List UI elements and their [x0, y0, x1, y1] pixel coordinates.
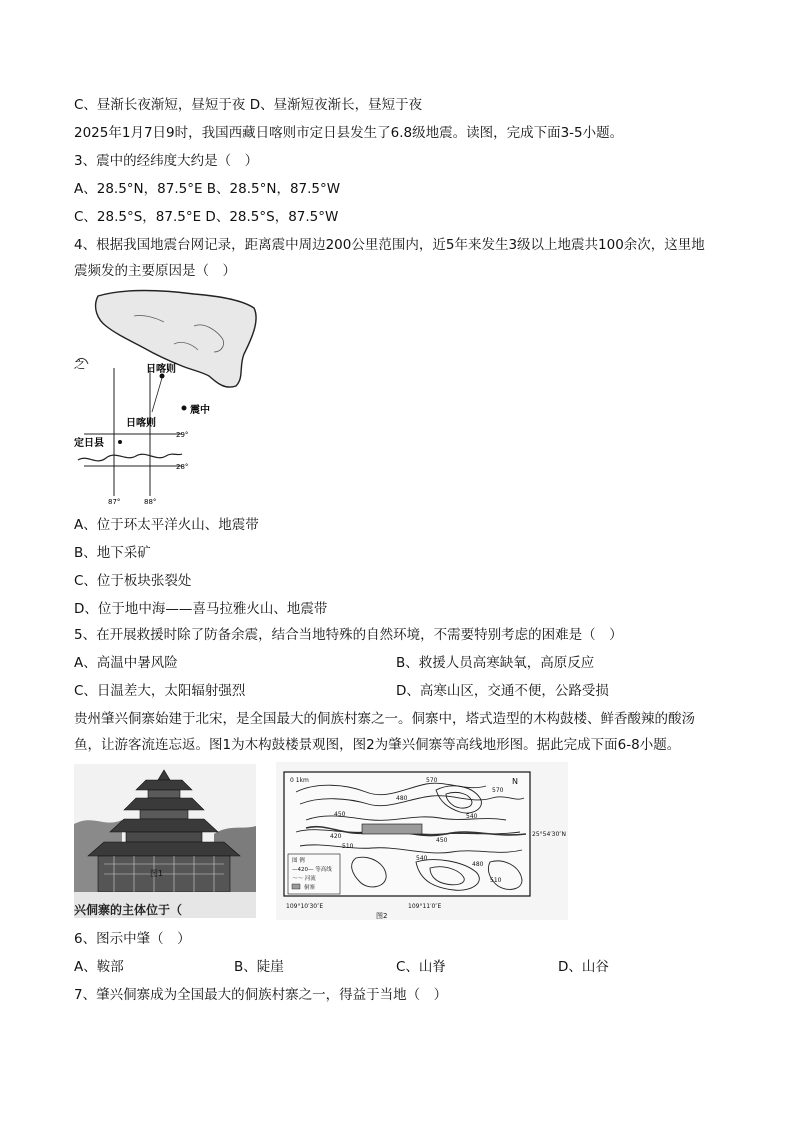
lon-label-left: 109°10′30″E	[286, 903, 324, 910]
question-6: 6、图示中肇（ ）	[74, 931, 191, 947]
question-3: 3、震中的经纬度大约是（ ）	[74, 153, 259, 169]
lon-87: 87°	[108, 498, 121, 506]
question-6-option-a: A、鞍部	[74, 959, 124, 975]
question-4-option-d: D、位于地中海——喜马拉雅火山、地震带	[74, 601, 328, 617]
side-char: 之	[74, 358, 85, 371]
question-4-line1: 4、根据我国地震台网记录，距离震中周边200公里范围内，近5年来发生3级以上地震共100余次，这里地	[74, 237, 705, 253]
scale-bar: 0 1km	[290, 777, 309, 784]
passage-6-8-line1: 贵州肇兴侗寨始建于北宋，是全国最大的侗族村寨之一。侗寨中，塔式造型的木构鼓楼、鲜香酸辣的酸汤	[74, 711, 695, 727]
figure-2-caption: 图2	[376, 912, 388, 920]
lat-29: 29°	[176, 431, 189, 439]
county-label: 定日县	[74, 438, 104, 449]
question-6-option-d: D、山谷	[558, 959, 609, 975]
intro-3-5: 2025年1月7日9时，我国西藏日喀则市定日县发生了6.8级地震。读图，完成下面3-5小题。	[74, 125, 624, 141]
contour-label: 570	[426, 777, 438, 784]
contour-label: 510	[490, 877, 502, 884]
contour-label: 570	[492, 787, 504, 794]
contour-label: 540	[466, 813, 478, 820]
question-6-option-b: B、陡崖	[234, 959, 284, 975]
question-4-option-b: B、地下采矿	[74, 545, 151, 561]
figure-2-contour-map	[276, 762, 568, 920]
north-arrow: N	[512, 777, 518, 786]
contour-label: 480	[396, 795, 408, 802]
contour-label: 510	[342, 843, 354, 850]
contour-label: 540	[416, 855, 428, 862]
figure-1-drum-tower	[74, 764, 256, 918]
contour-label: 450	[436, 837, 448, 844]
question-5-option-a: A、高温中暑风险	[74, 655, 178, 671]
contour-label: 480	[472, 861, 484, 868]
question-5-option-b: B、救援人员高寒缺氧，高原反应	[396, 655, 595, 671]
figure-1-cut-text: 兴侗寨的主体位于（	[74, 903, 183, 917]
question-5: 5、在开展救援时除了防备余震，结合当地特殊的自然环境，不需要特别考虑的困难是（ ）	[74, 627, 623, 643]
figure-1-caption: 图1	[150, 869, 164, 878]
legend-village: 侗寨	[304, 885, 316, 891]
contour-label: 420	[330, 833, 342, 840]
option-line-cd-prev: C、昼渐长夜渐短，昼短于夜 D、昼渐短夜渐长，昼短于夜	[74, 97, 423, 113]
city-label-grid: 日喀则	[126, 418, 156, 429]
question-4-line2: 震频发的主要原因是（ ）	[74, 263, 236, 279]
question-6-option-c: C、山脊	[396, 959, 446, 975]
contour-label: 450	[334, 811, 346, 818]
question-7: 7、肇兴侗寨成为全国最大的侗族村寨之一，得益于当地（ ）	[74, 987, 448, 1003]
epicenter-label: 震中	[190, 405, 210, 416]
city-label-top: 日喀则	[146, 364, 176, 375]
question-3-options-cd: C、28.5°S，87.5°E D、28.5°S，87.5°W	[74, 209, 339, 225]
lat-label: 25°54′30″N	[532, 831, 566, 838]
question-4-option-c: C、位于板块张裂处	[74, 573, 192, 589]
village-area	[362, 824, 422, 834]
epicenter-dot	[182, 406, 187, 411]
legend-title: 图 例	[292, 858, 305, 864]
lon-label-right: 109°11′0″E	[408, 903, 442, 910]
question-3-options-ab: A、28.5°N，87.5°E B、28.5°N，87.5°W	[74, 181, 341, 197]
legend-contour: —420— 等高线	[292, 867, 332, 873]
question-5-option-d: D、高寒山区，交通不便，公路受损	[396, 683, 609, 699]
legend-river: ～～ 河流	[292, 876, 316, 882]
lon-88: 88°	[144, 498, 157, 506]
question-5-option-c: C、日温差大，太阳辐射强烈	[74, 683, 246, 699]
tibet-earthquake-map	[74, 286, 270, 508]
passage-6-8-line2: 鱼，让游客流连忘返。图1为木构鼓楼景观图，图2为肇兴侗寨等高线地形图。据此完成下面6-8小题。	[74, 737, 681, 753]
lat-28: 28°	[176, 463, 189, 471]
question-4-option-a: A、位于环太平洋火山、地震带	[74, 517, 259, 533]
